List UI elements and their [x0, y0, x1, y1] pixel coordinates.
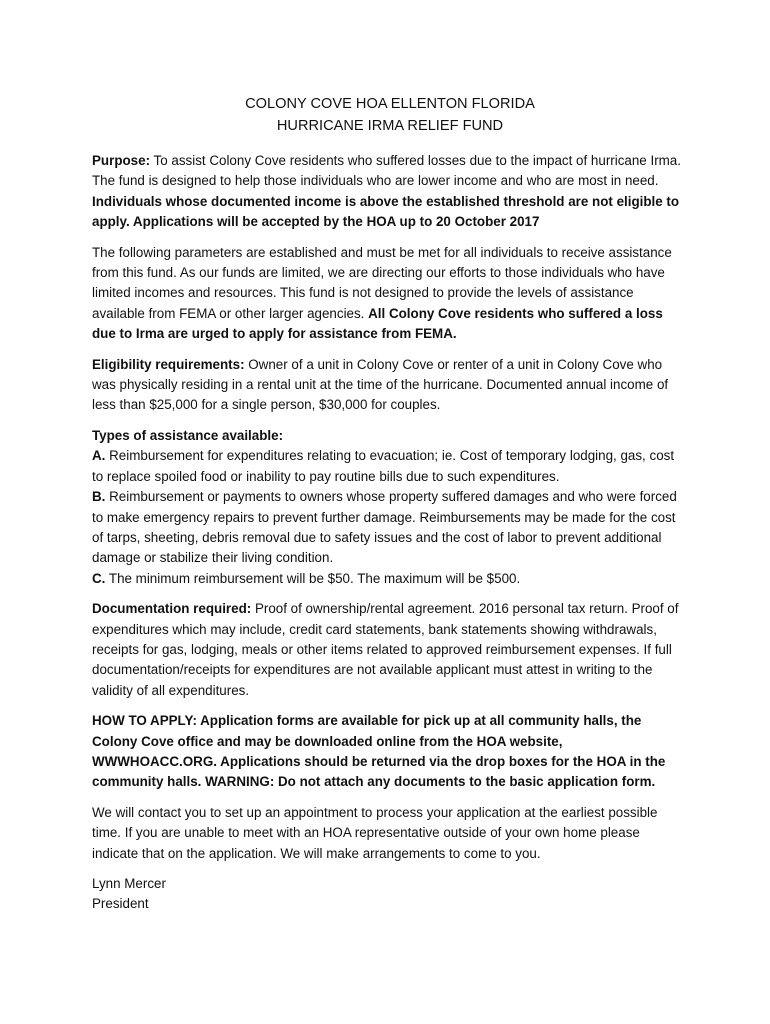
eligibility-text: Owner of a unit in Colony Cove or renter of a unit in Colony Cove who was physically residing in a rental unit at the time of the hurricane. Documented annual income of less than $25,000 for a single person, $30,000 for couples.	[92, 356, 669, 413]
eligibility-paragraph	[92, 355, 688, 416]
document-title	[92, 94, 688, 137]
signature-name: Lynn Mercer	[92, 876, 166, 891]
assistance-item-c-letter: C.	[92, 570, 106, 586]
assistance-item-c	[92, 569, 688, 589]
eligibility-label: Eligibility requirements:	[92, 356, 245, 372]
assistance-item-c-text: The minimum reimbursement will be $50. The maximum will be $500.	[105, 570, 521, 586]
documentation-text: Proof of ownership/rental agreement. 2016 personal tax return. Proof of expenditures which may include, credit card statements, bank statements showing withdrawals, receipts for gas, lodging, meals or other items related to approved reimbursement expenses. If full documentation/receipts for expenditures are not available applicant must attest in writing to the validity of all expenditures.	[92, 601, 679, 698]
assistance-heading-text: Types of assistance available:	[92, 427, 284, 443]
assistance-section	[92, 426, 688, 589]
assistance-heading	[92, 426, 688, 446]
title-line-2: HURRICANE IRMA RELIEF FUND	[276, 117, 504, 134]
assistance-item-a	[92, 446, 688, 487]
purpose-label: Purpose:	[92, 153, 151, 168]
signature-block	[92, 874, 688, 915]
how-to-apply-paragraph	[92, 711, 688, 793]
purpose-bold-text: Individuals whose documented income is above the established threshold are not eligible to apply. Applications will be accepted by the HOA up to 20 October 2017	[92, 193, 680, 230]
how-to-apply-text: HOW TO APPLY: Application forms are available for pick up at all community halls, the Colony Cove office and may be downloaded online from the HOA website, WWWHOACC.ORG. Applications should be returned via the drop boxes for the HOA in the community halls. WARNING: Do not attach any documents to the basic application form.	[92, 713, 666, 790]
parameters-paragraph	[92, 243, 688, 345]
assistance-item-b-letter: B.	[92, 489, 106, 505]
signature-role: President	[92, 896, 149, 912]
assistance-item-b-text: Reimbursement or payments to owners whose property suffered damages and who were forced to make emergency repairs to prevent further damage. Reimbursements may be made for the cost of tarps, sheeting, debris removal due to safety issues and the cost of labor to prevent additional damage or stabilize their living condition.	[92, 489, 677, 566]
assistance-item-b	[92, 487, 688, 569]
purpose-paragraph	[92, 151, 688, 233]
documentation-label: Documentation required:	[92, 601, 252, 617]
contact-paragraph: We will contact you to set up an appointment to process your application at the earliest possible time. If you are unable to meet with an HOA representative outside of your own home please indicate that on the application. We will make arrangements to come to you.	[92, 804, 658, 861]
parameters-text: The following parameters are established and must be met for all individuals to receive assistance from this fund. As our funds are limited, we are directing our efforts to those individuals who have limited incomes and resources. This fund is not designed to provide the levels of assistance available from FEMA or other larger agencies.	[92, 244, 672, 321]
assistance-item-a-letter: A.	[92, 448, 106, 464]
title-line-1: COLONY COVE HOA ELLENTON FLORIDA	[245, 96, 535, 112]
assistance-item-a-text: Reimbursement for expenditures relating to evacuation; ie. Cost of temporary lodging, gas, cost to replace spoiled food or inability to pay routine bills due to such expenditures.	[92, 448, 675, 484]
purpose-text: To assist Colony Cove residents who suffered losses due to the impact of hurricane Irma. The fund is designed to help those individuals who are lower income and who are most in need.	[92, 153, 681, 189]
document-page	[92, 94, 688, 915]
parameters-bold-text: All Colony Cove residents who suffered a loss due to Irma are urged to apply for assistance from FEMA.	[92, 305, 663, 342]
documentation-paragraph	[92, 599, 688, 701]
